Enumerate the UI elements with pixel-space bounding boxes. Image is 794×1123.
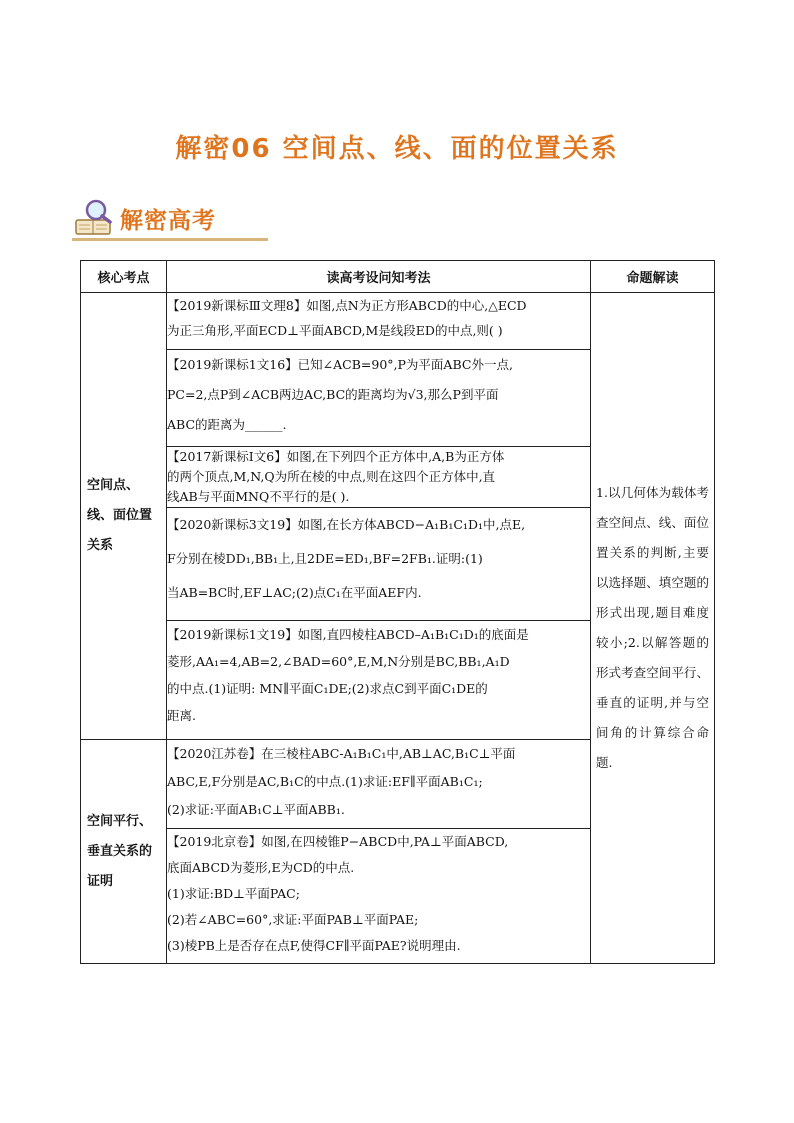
interpretation-cell: 1.以几何体为载体考查空间点、线、面位置关系的判断,主要以选择题、填空题的形式出现,题目难度较小;2.以解答题的形式考查空间平行、垂直的证明,并与空间角的计算综合命题. [591, 293, 715, 964]
question-line: (2)求证:平面AB₁C⊥平面ABB₁. [167, 802, 345, 817]
question-line: 【2019北京卷】如图,在四棱锥P−ABCD中,PA⊥平面ABCD, [167, 834, 509, 849]
question-line: ABC的距离为______. [167, 417, 287, 432]
question-cell [167, 293, 591, 350]
question-cell [167, 829, 591, 964]
question-line: 为正三角形,平面ECD⊥平面ABCD,M是线段ED的中点,则( ) [167, 323, 503, 338]
table-row [81, 293, 715, 350]
header-core-point: 核心考点 [81, 261, 167, 293]
exam-table [80, 260, 715, 964]
question-cell [167, 447, 591, 508]
category-cell: 空间平行、垂直关系的证明 [81, 740, 167, 964]
question-line: (3)棱PB上是否存在点F,使得CF∥平面PAE?说明理由. [167, 938, 461, 953]
question-line: 菱形,AA₁=4,AB=2,∠BAD=60°,E,M,N分别是BC,BB₁,A₁D [167, 654, 510, 669]
section-heading [72, 198, 272, 244]
table-header-row [81, 261, 715, 293]
question-line: PC=2,点P到∠ACB两边AC,BC的距离均为√3,那么P到平面 [167, 387, 499, 402]
question-line: 【2019新课标Ⅲ文理8】如图,点N为正方形ABCD的中心,△ECD [167, 298, 527, 313]
question-line: 线AB与平面MNQ不平行的是( ). [167, 489, 350, 504]
question-line: 【2019新课标1文16】已知∠ACB=90°,P为平面ABC外一点, [167, 357, 513, 372]
question-line: 【2020新课标3文19】如图,在长方体ABCD−A₁B₁C₁D₁中,点E, [167, 517, 526, 532]
question-line: 距离. [167, 708, 196, 723]
question-line: (1)求证:BD⊥平面PAC; [167, 886, 300, 901]
question-line: 【2017新课标Ⅰ文6】如图,在下列四个正方体中,A,B为正方体 [167, 449, 505, 464]
question-cell [167, 621, 591, 740]
question-line: (2)若∠ABC=60°,求证:平面PAB⊥平面PAE; [167, 912, 419, 927]
question-line: 【2020江苏卷】在三棱柱ABC-A₁B₁C₁中,AB⊥AC,B₁C⊥平面 [167, 746, 516, 761]
question-line: 当AB=BC时,EF⊥AC;(2)点C₁在平面AEF内. [167, 585, 422, 600]
question-line: 底面ABCD为菱形,E为CD的中点. [167, 860, 355, 875]
question-line: 【2019新课标1文19】如图,直四棱柱ABCD–A₁B₁C₁D₁的底面是 [167, 627, 529, 642]
header-questions: 读高考设问知考法 [167, 261, 591, 293]
section-heading-text: 解密高考 [120, 208, 216, 234]
page-title: 解密06 空间点、线、面的位置关系 [175, 134, 619, 164]
header-interpretation: 命题解读 [591, 261, 715, 293]
section-underline [72, 238, 268, 241]
question-line: ABC,E,F分别是AC,B₁C的中点.(1)求证:EF∥平面AB₁C₁; [167, 774, 483, 789]
category-cell: 空间点、线、面位置关系 [81, 293, 167, 740]
question-cell [167, 350, 591, 447]
question-line: 的两个顶点,M,N,Q为所在棱的中点,则在这四个正方体中,直 [167, 469, 496, 484]
magnifier-book-icon [72, 198, 118, 238]
question-line: F分别在棱DD₁,BB₁上,且2DE=ED₁,BF=2FB₁.证明:(1) [167, 551, 483, 566]
question-cell [167, 508, 591, 621]
question-line: 的中点.(1)证明: MN∥平面C₁DE;(2)求点C到平面C₁DE的 [167, 681, 488, 696]
question-cell [167, 740, 591, 829]
